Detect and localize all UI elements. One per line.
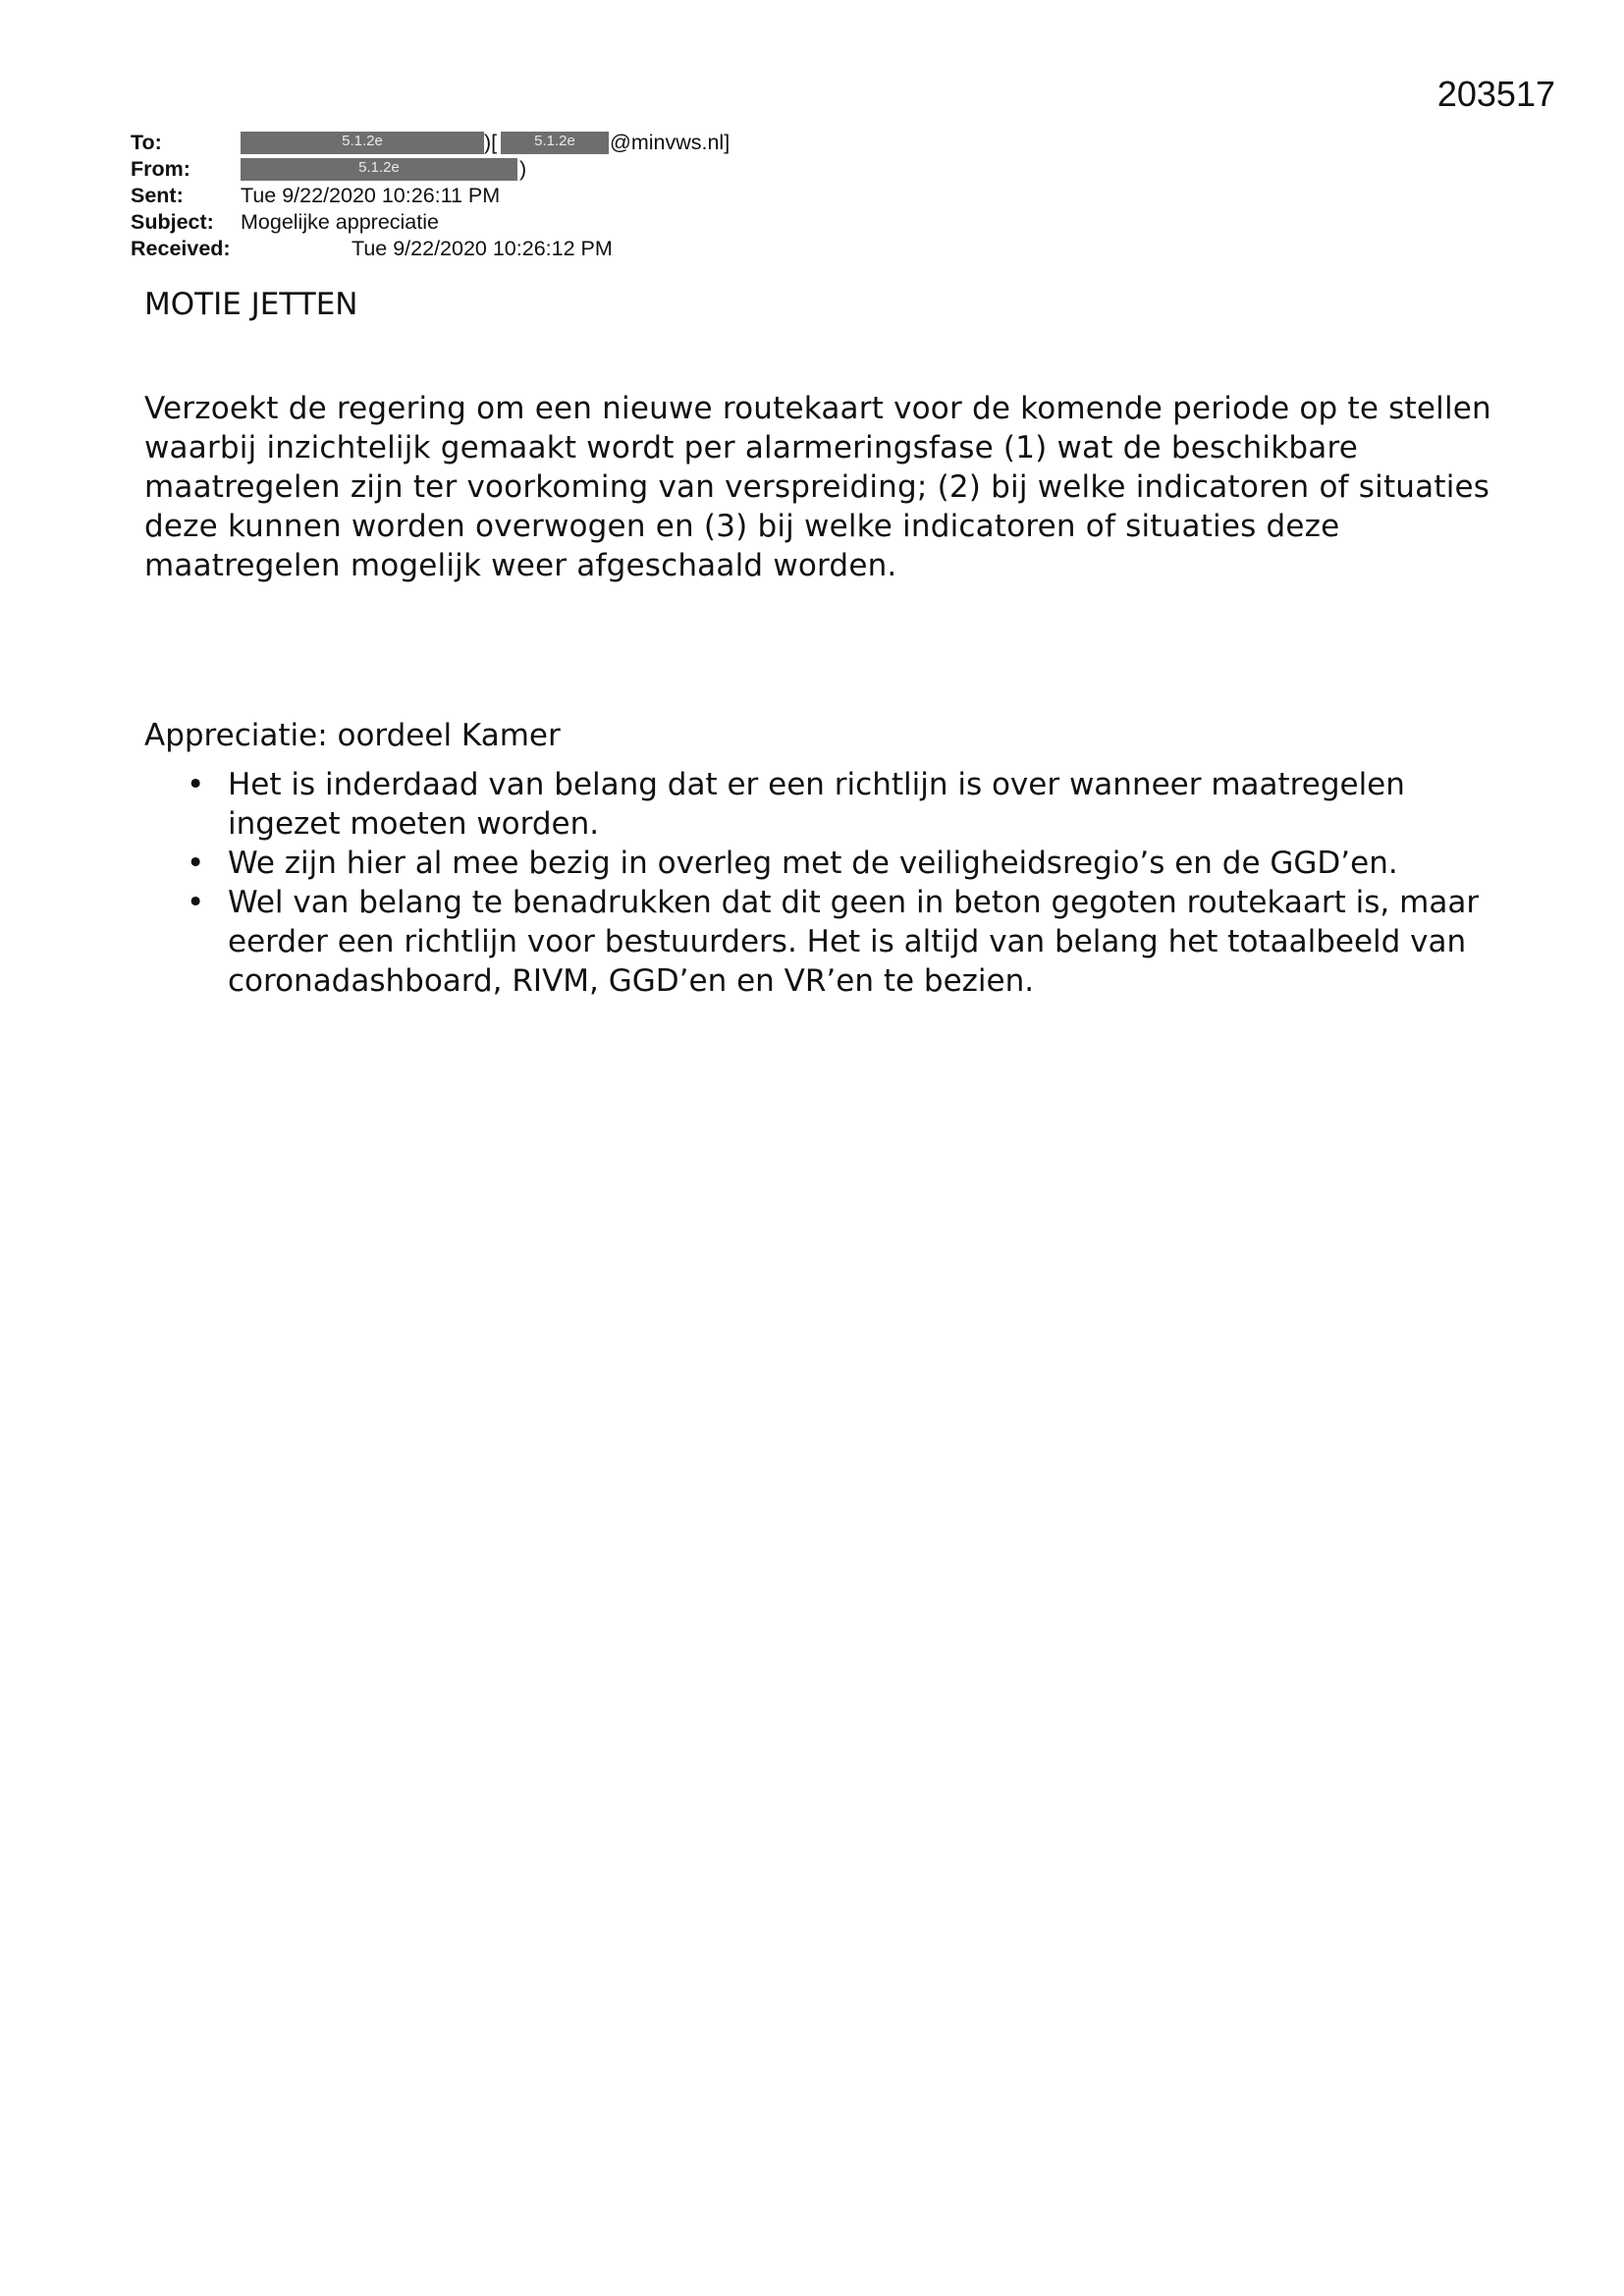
subject-value: Mogelijke appreciatie <box>241 210 439 234</box>
list-item-text: We zijn hier al mee bezig in overleg met de veiligheidsregio’s en de GGD’en. <box>228 846 1398 881</box>
header-row-from <box>131 156 818 183</box>
to-redaction-2: 5.1.2e <box>501 132 609 154</box>
from-redaction: 5.1.2e <box>241 158 517 181</box>
header-row-subject <box>131 209 818 236</box>
email-body <box>144 285 1499 1001</box>
list-item-text: Wel van belang te benadrukken dat dit geen in beton gegoten routekaart is, maar eerder een richtlijn voor bestuurders. Het is altijd van belang het totaalbeeld van coronadashboard, RIVM, GGD’en en VR’en te bezien. <box>228 885 1480 999</box>
motie-text: Verzoekt de regering om een nieuwe routekaart voor de komende periode op te stellen waarbij inzichtelijk gemaakt wordt per alarmeringsfase (1) wat de beschikbare maatregelen zijn ter voorkoming van verspreiding; (2) bij welke indicatoren of situaties deze kunnen worden overwogen en (3) bij welke indicatoren of situaties deze maatregelen mogelijk weer afgeschaald worden. <box>144 391 1491 583</box>
list-item <box>187 844 1499 883</box>
to-redaction-1: 5.1.2e <box>241 132 484 154</box>
sent-value: Tue 9/22/2020 10:26:11 PM <box>241 184 501 207</box>
header-row-sent <box>131 183 818 209</box>
bullet-marker: • <box>187 846 205 881</box>
email-header <box>131 130 818 262</box>
list-item <box>187 765 1499 844</box>
list-item <box>187 883 1499 1001</box>
header-row-to <box>131 130 818 156</box>
sent-label: Sent: <box>131 184 184 207</box>
to-domain: @minvws.nl] <box>610 131 731 154</box>
from-label: From: <box>131 157 190 181</box>
motie-title: MOTIE JETTEN <box>144 287 358 322</box>
from-close: ) <box>519 157 527 181</box>
received-label: Received: <box>131 237 231 260</box>
document-number: 203517 <box>1436 74 1555 114</box>
bullet-marker: • <box>187 767 205 802</box>
bullet-marker: • <box>187 885 205 920</box>
to-label: To: <box>131 131 162 154</box>
appreciatie-list <box>144 765 1499 1001</box>
header-row-received <box>131 236 818 262</box>
to-separator: )[ <box>484 131 498 154</box>
subject-label: Subject: <box>131 210 214 234</box>
list-item-text: Het is inderdaad van belang dat er een richtlijn is over wanneer maatregelen ingezet moeten worden. <box>228 767 1405 842</box>
appreciatie-heading: Appreciatie: oordeel Kamer <box>144 718 561 753</box>
received-value: Tue 9/22/2020 10:26:12 PM <box>352 237 613 260</box>
